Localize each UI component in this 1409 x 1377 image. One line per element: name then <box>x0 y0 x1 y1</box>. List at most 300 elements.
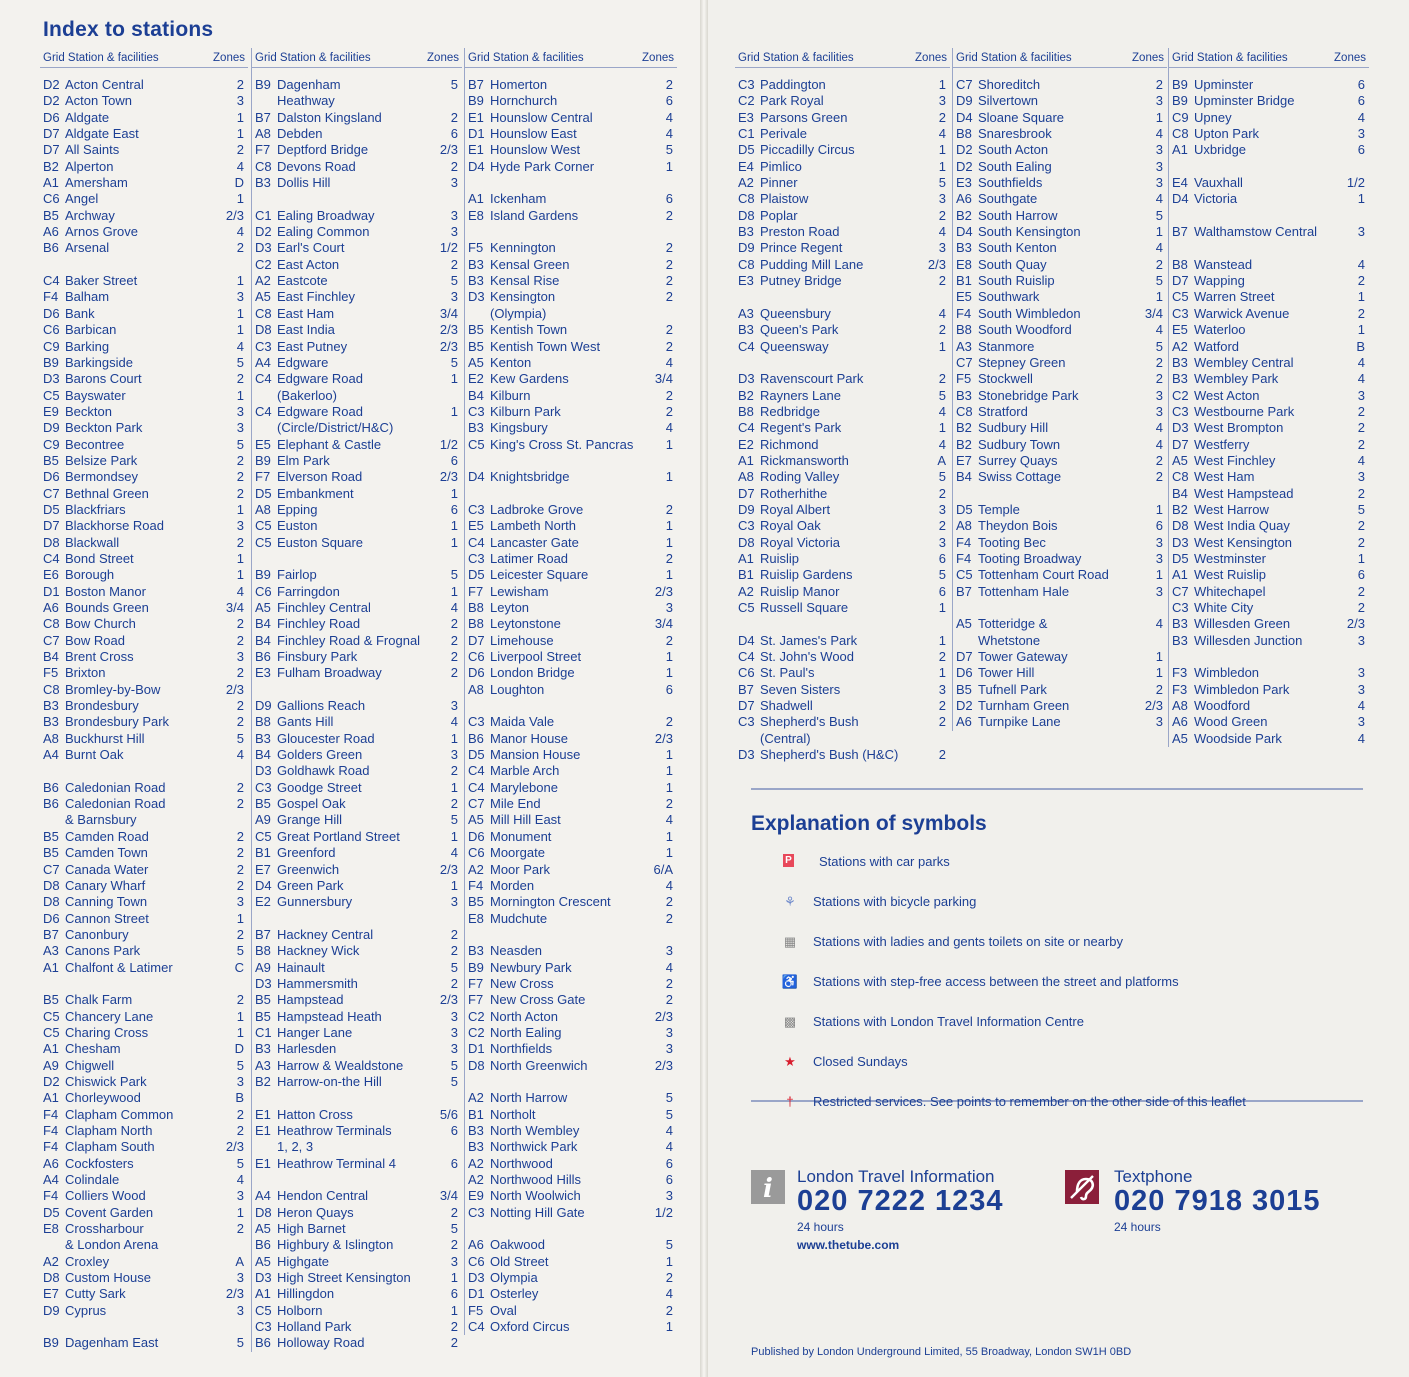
zone: 2 <box>1357 518 1365 534</box>
station-name <box>490 1221 643 1237</box>
station-row <box>252 1139 462 1155</box>
station-name: Harlesden <box>277 1041 337 1057</box>
station-name: Wembley Central <box>1194 354 1294 370</box>
page-fold <box>700 0 708 1377</box>
grid-ref: D8 <box>43 894 60 910</box>
station-name: Devons Road <box>277 158 356 174</box>
station-name: Royal Victoria <box>760 534 840 550</box>
zone: 1 <box>236 387 244 403</box>
station-row <box>465 731 677 747</box>
station-row <box>40 911 248 927</box>
grid-ref: F7 <box>255 469 271 485</box>
grid-ref <box>252 1172 277 1188</box>
grid-ref: B5 <box>468 894 484 910</box>
station-name: Prince Regent <box>760 240 843 256</box>
station-name: Sudbury Hill <box>978 420 1049 436</box>
grid-ref: A3 <box>956 338 972 354</box>
grid-ref: A1 <box>255 1286 271 1302</box>
zone: 2/3 <box>439 338 458 354</box>
zone: 5 <box>450 273 458 289</box>
station-name: Southgate <box>978 191 1038 207</box>
station-name: Northwick Park <box>490 1139 578 1155</box>
station-row <box>40 616 248 632</box>
zone: 1 <box>450 403 458 419</box>
grid-ref: F4 <box>956 305 972 321</box>
zone: 1/2 <box>654 1204 673 1220</box>
zone: 1 <box>665 747 673 763</box>
zone: 2 <box>450 763 458 779</box>
zone: 2 <box>1357 600 1365 615</box>
grid-ref: D6 <box>43 305 60 321</box>
station-name: (Circle/District/H&C) <box>277 420 394 436</box>
grid-ref: C3 <box>468 403 485 419</box>
station-row <box>252 943 462 959</box>
grid-ref: C8 <box>43 681 60 697</box>
spacer-row <box>40 257 248 273</box>
station-name: Beckton Park <box>65 420 143 436</box>
station-name: Royal Albert <box>760 501 831 517</box>
station-name: Burnt Oak <box>65 747 124 763</box>
station-name: Acton Central <box>65 77 144 92</box>
station-row <box>465 1025 677 1041</box>
grid-ref <box>465 927 490 943</box>
grid-ref: C7 <box>956 77 973 92</box>
grid-ref: A9 <box>255 959 271 975</box>
grid-ref: A2 <box>468 1090 484 1106</box>
station-row <box>465 126 677 142</box>
station-name: Bond Street <box>65 550 134 566</box>
station-name: (Central) <box>760 730 811 746</box>
grid-ref: B3 <box>468 1123 484 1138</box>
zone: 4 <box>1155 420 1163 436</box>
zone: D <box>234 1041 244 1057</box>
grid-ref: D4 <box>468 158 485 174</box>
car-park-icon: P <box>783 854 794 867</box>
station-name: Amersham <box>65 175 128 191</box>
header-zones: Zones <box>213 52 245 64</box>
symbol-text: Stations with ladies and gents toilets on site or nearby <box>813 934 1124 949</box>
station-name: King's Cross St. Pancras <box>490 436 634 452</box>
station-name: Kensal Green <box>490 256 570 272</box>
station-name: Oakwood <box>490 1237 545 1253</box>
station-row <box>252 1041 462 1057</box>
grid-ref: C4 <box>255 403 272 419</box>
station-row <box>735 126 950 142</box>
grid-ref: A3 <box>255 1057 271 1073</box>
zone: 1 <box>665 518 673 534</box>
station-name: Goldhawk Road <box>277 763 370 779</box>
grid-ref: B3 <box>956 387 972 403</box>
station-name: Dagenham East <box>65 1335 159 1351</box>
grid-ref: D4 <box>738 632 755 648</box>
zone: 3 <box>1357 632 1365 648</box>
station-name: Hounslow Central <box>490 109 593 125</box>
zone: 1 <box>450 828 458 844</box>
station-row <box>1169 289 1369 305</box>
zone <box>1133 486 1167 502</box>
station-row <box>735 486 950 502</box>
zone: 2 <box>236 1106 244 1122</box>
grid-ref: D4 <box>255 877 272 893</box>
station-row <box>40 1205 248 1221</box>
zone <box>643 486 677 502</box>
station-row <box>465 1319 677 1335</box>
grid-ref <box>465 306 490 322</box>
station-row <box>1169 584 1369 600</box>
grid-ref: A2 <box>468 861 484 877</box>
spacer-row <box>953 486 1167 502</box>
station-row <box>252 1237 462 1253</box>
station-row <box>40 1172 248 1188</box>
zone: 1 <box>665 436 673 452</box>
right-page <box>708 0 1409 1377</box>
station-name: Covent Garden <box>65 1204 154 1220</box>
grid-ref: D6 <box>468 828 485 844</box>
station-name: Leyton <box>490 600 530 615</box>
zone: 2 <box>450 632 458 648</box>
grid-ref: C5 <box>43 387 60 403</box>
station-row <box>252 77 462 93</box>
zone: 2/3 <box>654 1057 673 1073</box>
station-row <box>953 567 1167 583</box>
station-row <box>953 110 1167 126</box>
station-name: Park Royal <box>760 93 824 109</box>
grid-ref: A1 <box>43 1041 59 1057</box>
grid-ref <box>40 1237 65 1253</box>
station-row <box>40 110 248 126</box>
station-name: Theydon Bois <box>978 518 1058 534</box>
zone: 3 <box>1357 387 1365 403</box>
station-row <box>252 93 462 109</box>
grid-ref: C8 <box>738 191 755 207</box>
grid-ref: B3 <box>255 175 271 191</box>
grid-ref: D8 <box>255 322 272 338</box>
zone: 2 <box>236 1221 244 1237</box>
grid-ref: A3 <box>738 305 754 321</box>
grid-ref: F3 <box>1172 665 1188 681</box>
zone: 1 <box>1155 109 1163 125</box>
station-row <box>465 682 677 698</box>
grid-ref: A8 <box>1172 698 1188 714</box>
station-name: Shepherd's Bush (H&C) <box>760 747 899 763</box>
grid-ref: B9 <box>255 77 271 92</box>
station-name: South Quay <box>978 256 1047 272</box>
station-name: Southfields <box>978 175 1043 191</box>
grid-ref: D8 <box>468 1057 485 1073</box>
station-name: Upney <box>1194 109 1232 125</box>
zone: 6 <box>1357 567 1365 583</box>
station-name: Crossharbour <box>65 1221 144 1237</box>
zone: 4 <box>938 224 946 240</box>
zone: 3 <box>1357 126 1365 142</box>
zone: 2 <box>1357 420 1365 436</box>
station-name: Snaresbrook <box>978 126 1052 142</box>
station-name: Blackwall <box>65 534 120 550</box>
station-name <box>277 191 428 207</box>
station-name: Limehouse <box>490 632 554 648</box>
station-name: Gospel Oak <box>277 796 346 812</box>
station-row <box>735 682 950 698</box>
station-name: Cockfosters <box>65 1155 134 1171</box>
station-name: Shepherd's Bush <box>760 714 859 730</box>
grid-ref: B9 <box>255 567 271 583</box>
station-name: Shadwell <box>760 698 813 714</box>
station-row <box>1169 77 1369 93</box>
station-name: Wood Green <box>1194 714 1268 730</box>
station-name: Holborn <box>277 1302 323 1318</box>
grid-ref: B8 <box>956 322 972 338</box>
station-name: Finchley Road & Frognal <box>277 632 421 648</box>
station-row <box>465 1205 677 1221</box>
station-name: Bayswater <box>65 387 126 403</box>
grid-ref: E5 <box>1172 322 1188 338</box>
station-name: Brent Cross <box>65 649 134 665</box>
station-row <box>1169 616 1369 632</box>
left-page <box>0 0 700 1377</box>
grid-ref: C6 <box>255 583 272 599</box>
zone: 3 <box>665 1041 673 1057</box>
station-row <box>252 763 462 779</box>
station-name: Dalston Kingsland <box>277 109 382 125</box>
station-row <box>465 339 677 355</box>
station-name: Lewisham <box>490 583 549 599</box>
zone <box>643 175 677 191</box>
zone: 1 <box>665 763 673 779</box>
zone: 6 <box>665 191 673 207</box>
station-name: Queen's Park <box>760 322 839 338</box>
grid-ref: C7 <box>468 796 485 812</box>
station-name: Pudding Mill Lane <box>760 256 864 272</box>
station-row <box>252 175 462 191</box>
zone: 5 <box>450 1057 458 1073</box>
station-name: Stanmore <box>978 338 1035 354</box>
textphone-number[interactable]: 020 7918 3015 <box>1114 1185 1321 1217</box>
station-row <box>252 1205 462 1221</box>
station-row <box>953 616 1167 632</box>
station-name: Caledonian Road <box>65 796 166 812</box>
zone: 3 <box>450 747 458 763</box>
zone: 1 <box>938 665 946 681</box>
grid-ref: C5 <box>43 1008 60 1024</box>
station-name: North Greenwich <box>490 1057 588 1073</box>
zone: 3 <box>665 1188 673 1204</box>
zone: 2 <box>236 240 244 256</box>
grid-ref: B5 <box>255 796 271 812</box>
zone: 4 <box>1155 240 1163 256</box>
grid-ref: A6 <box>956 191 972 207</box>
station-row <box>252 126 462 142</box>
zone: 5 <box>450 1221 458 1237</box>
zone: 2 <box>938 714 946 730</box>
station-row <box>40 698 248 714</box>
station-name <box>490 486 643 502</box>
station-row <box>735 93 950 109</box>
grid-ref: C7 <box>43 861 60 877</box>
station-row <box>465 1139 677 1155</box>
zone: 4 <box>938 305 946 321</box>
station-name: Arsenal <box>65 240 110 256</box>
station-row <box>252 388 462 404</box>
zone: 2 <box>1155 452 1163 468</box>
station-row <box>40 600 248 616</box>
grid-ref <box>735 355 760 371</box>
station-row <box>1169 126 1369 142</box>
station-name: Wembley Park <box>1194 371 1279 387</box>
station-row <box>735 306 950 322</box>
symbol-text: Stations with step-free access between the street and platforms <box>813 974 1179 989</box>
station-name: Finsbury Park <box>277 649 358 665</box>
zone: 1 <box>665 649 673 665</box>
zone: 3 <box>1155 714 1163 730</box>
zone: 5 <box>1155 207 1163 223</box>
station-name: Camden Town <box>65 845 148 861</box>
grid-ref: C1 <box>738 126 755 142</box>
zone <box>643 1221 677 1237</box>
station-name: Kentish Town <box>490 322 568 338</box>
zone: 2/3 <box>225 1286 244 1302</box>
zone: 3 <box>938 240 946 256</box>
station-name: Victoria <box>1194 191 1238 207</box>
zone: 4 <box>665 812 673 828</box>
station-row <box>1169 110 1369 126</box>
station-row <box>735 584 950 600</box>
station-name: Gallions Reach <box>277 698 366 714</box>
station-row <box>735 649 950 665</box>
station-row <box>465 420 677 436</box>
grid-ref: D7 <box>468 632 485 648</box>
bicycle-icon: ⚘ <box>784 894 796 909</box>
zone: 3 <box>1155 158 1163 174</box>
station-row <box>252 862 462 878</box>
station-name: East Putney <box>277 338 348 354</box>
station-name: 1, 2, 3 <box>277 1139 314 1155</box>
station-row <box>252 1286 462 1302</box>
station-name: Bounds Green <box>65 600 149 615</box>
station-name <box>1194 159 1335 175</box>
grid-ref: B3 <box>468 273 484 289</box>
station-row <box>40 175 248 191</box>
zone: 3 <box>236 403 244 419</box>
station-row <box>465 1009 677 1025</box>
station-row <box>40 862 248 878</box>
station-name: South Kensington <box>978 224 1081 240</box>
grid-ref: C7 <box>43 632 60 648</box>
station-row <box>252 616 462 632</box>
grid-ref: E5 <box>255 436 271 452</box>
grid-ref: B5 <box>468 322 484 338</box>
station-row <box>953 518 1167 534</box>
station-name: Stonebridge Park <box>978 387 1079 403</box>
grid-ref: E1 <box>255 1123 271 1138</box>
grid-ref: D3 <box>255 1270 272 1286</box>
zone: 1 <box>1155 501 1163 517</box>
travel-info-website[interactable]: www.thetube.com <box>797 1238 900 1252</box>
grid-ref <box>465 1074 490 1090</box>
station-row <box>465 1107 677 1123</box>
station-name: Preston Road <box>760 224 840 240</box>
grid-ref: A1 <box>468 191 484 207</box>
station-row <box>40 371 248 387</box>
station-name: Notting Hill Gate <box>490 1204 585 1220</box>
zone: 2 <box>450 1335 458 1351</box>
station-name: Bethnal Green <box>65 485 149 501</box>
grid-ref: D8 <box>43 877 60 893</box>
grid-ref: D9 <box>738 501 755 517</box>
station-name: Heathway <box>277 93 335 109</box>
zone: 1 <box>236 501 244 517</box>
zone: 3/4 <box>654 371 673 387</box>
zone: 1 <box>450 779 458 795</box>
station-row <box>465 796 677 812</box>
zone: 2 <box>236 714 244 730</box>
zone: 2 <box>665 796 673 812</box>
station-row <box>735 191 950 207</box>
grid-ref: F4 <box>43 289 59 305</box>
zone: 5 <box>938 567 946 583</box>
station-row <box>465 665 677 681</box>
station-row <box>735 371 950 387</box>
station-row <box>40 943 248 959</box>
grid-ref: D4 <box>956 109 973 125</box>
grid-ref: B9 <box>43 354 59 370</box>
zone: 4 <box>1357 354 1365 370</box>
grid-ref: B5 <box>255 992 271 1008</box>
zone: 4 <box>665 420 673 436</box>
station-row <box>1169 93 1369 109</box>
station-row <box>953 322 1167 338</box>
travel-info-number[interactable]: 020 7222 1234 <box>797 1185 1004 1217</box>
station-name: Alperton <box>65 158 114 174</box>
grid-ref: F4 <box>956 550 972 566</box>
station-name: Brixton <box>65 665 106 681</box>
zone: 2 <box>236 632 244 648</box>
station-row <box>735 224 950 240</box>
zone: 5/6 <box>439 1106 458 1122</box>
zone <box>428 1172 462 1188</box>
station-name: Mansion House <box>490 747 581 763</box>
symbol-restricted <box>777 1094 1357 1109</box>
zone: 6 <box>665 93 673 109</box>
zone: D <box>234 175 244 191</box>
zone: 2 <box>665 256 673 272</box>
station-name: Brondesbury <box>65 698 139 714</box>
grid-ref: C5 <box>43 1024 60 1040</box>
station-row <box>252 812 462 828</box>
station-name <box>490 698 643 714</box>
station-row <box>1169 633 1369 649</box>
station-row <box>1169 665 1369 681</box>
station-row <box>465 1237 677 1253</box>
zone: 1 <box>665 665 673 681</box>
grid-ref: A1 <box>738 550 754 566</box>
zone: 1 <box>236 126 244 142</box>
zone: B <box>235 1090 244 1106</box>
grid-ref: C5 <box>255 828 272 844</box>
station-name: Ruislip Manor <box>760 583 840 599</box>
grid-ref: C3 <box>468 550 485 566</box>
station-row <box>735 404 950 420</box>
zone: 6 <box>665 681 673 697</box>
station-row <box>735 731 950 747</box>
station-name: Redbridge <box>760 403 820 419</box>
grid-ref: C4 <box>468 763 485 779</box>
zone: 1 <box>236 305 244 321</box>
station-row <box>465 289 677 305</box>
zone <box>643 453 677 469</box>
station-row <box>40 289 248 305</box>
spacer-row <box>465 1221 677 1237</box>
station-row <box>252 960 462 976</box>
